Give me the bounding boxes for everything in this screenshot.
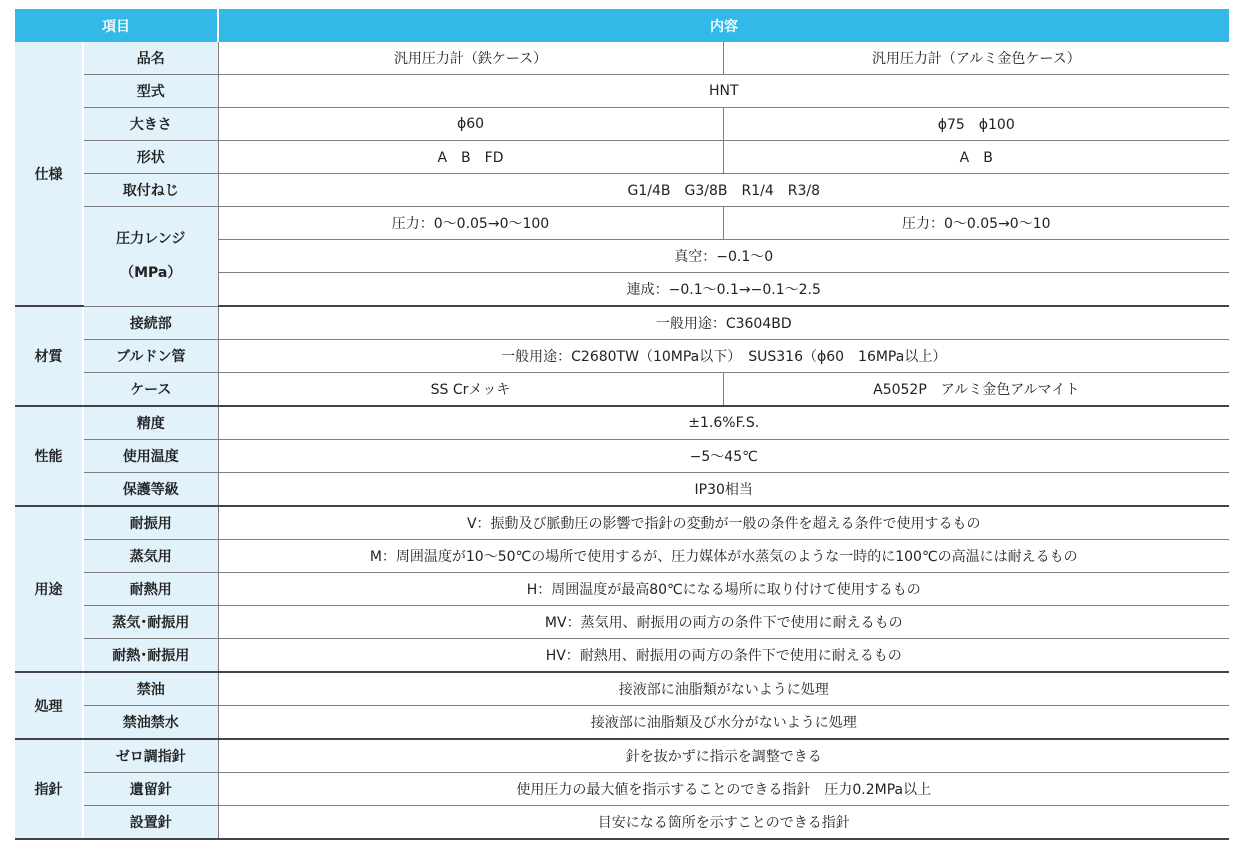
table-row <box>15 42 1229 75</box>
spec-table-container <box>15 9 1229 840</box>
cell-case-left: SS Crメッキ <box>218 373 723 407</box>
row-label-jouki-taishin: 蒸気･耐振用 <box>83 606 218 639</box>
category-spec: 仕様 <box>15 42 83 306</box>
cell-katashiki: HNT <box>218 75 1229 108</box>
row-label-range <box>83 207 218 307</box>
header-item: 項目 <box>15 9 218 42</box>
cell-ookisa-left: ϕ60 <box>218 108 723 141</box>
cell-kinyu: 接液部に油脂類がないように処理 <box>218 672 1229 706</box>
cell-seido: ±1.6%F.S. <box>218 406 1229 440</box>
row-label-iryu: 遺留針 <box>83 773 218 806</box>
row-label-zero: ゼロ調指針 <box>83 739 218 773</box>
spec-table <box>15 9 1229 840</box>
row-label-hinmei: 品名 <box>83 42 218 75</box>
table-row <box>15 506 1229 540</box>
category-pointer: 指針 <box>15 739 83 839</box>
table-row <box>15 606 1229 639</box>
row-label-hogo: 保護等級 <box>83 473 218 507</box>
cell-pressure-left: 圧力：0～0.05→0～100 <box>218 207 723 240</box>
row-label-setsuzoku: 接続部 <box>83 306 218 340</box>
row-label-jouki: 蒸気用 <box>83 540 218 573</box>
table-row <box>15 473 1229 507</box>
table-row <box>15 174 1229 207</box>
cell-tainetsu-taishin: HV：耐熱用、耐振用の両方の条件下で使用に耐えるもの <box>218 639 1229 673</box>
row-label-keijo: 形状 <box>83 141 218 174</box>
cell-kinyu-kinsui: 接液部に油脂類及び水分がないように処理 <box>218 706 1229 740</box>
cell-pressure-right: 圧力：0～0.05→0～10 <box>723 207 1229 240</box>
table-row <box>15 75 1229 108</box>
table-row <box>15 141 1229 174</box>
header-content: 内容 <box>218 9 1229 42</box>
row-label-ookisa: 大きさ <box>83 108 218 141</box>
row-label-bourdon: ブルドン管 <box>83 340 218 373</box>
table-row <box>15 639 1229 673</box>
category-material: 材質 <box>15 306 83 406</box>
cell-hinmei-right: 汎用圧力計（アルミ金色ケース） <box>723 42 1229 75</box>
cell-toritsuke: G1/4B G3/8B R1/4 R3/8 <box>218 174 1229 207</box>
category-usage: 用途 <box>15 506 83 672</box>
row-label-ondo: 使用温度 <box>83 440 218 473</box>
table-row <box>15 672 1229 706</box>
header-row <box>15 9 1229 42</box>
cell-case-right: A5052P アルミ金色アルマイト <box>723 373 1229 407</box>
cell-setsuzoku: 一般用途：C3604BD <box>218 306 1229 340</box>
category-treatment: 処理 <box>15 672 83 739</box>
table-row <box>15 440 1229 473</box>
row-label-taishin: 耐振用 <box>83 506 218 540</box>
row-label-seido: 精度 <box>83 406 218 440</box>
table-row <box>15 739 1229 773</box>
cell-hinmei-left: 汎用圧力計（鉄ケース） <box>218 42 723 75</box>
table-row <box>15 207 1229 240</box>
cell-iryu: 使用圧力の最大値を指示することのできる指針 圧力0.2MPa以上 <box>218 773 1229 806</box>
cell-keijo-right: A B <box>723 141 1229 174</box>
cell-zero: 針を抜かずに指示を調整できる <box>218 739 1229 773</box>
row-label-tainetsu: 耐熱用 <box>83 573 218 606</box>
table-row <box>15 540 1229 573</box>
cell-ondo: −5～45℃ <box>218 440 1229 473</box>
cell-hogo: IP30相当 <box>218 473 1229 507</box>
cell-vacuum: 真空：−0.1～0 <box>218 240 1229 273</box>
cell-taishin: V：振動及び脈動圧の影響で指針の変動が一般の条件を超える条件で使用するもの <box>218 506 1229 540</box>
cell-jouki: M：周囲温度が10～50℃の場所で使用するが、圧力媒体が水蒸気のような一時的に100℃の高温には耐えるもの <box>218 540 1229 573</box>
row-label-katashiki: 型式 <box>83 75 218 108</box>
row-label-kinyu: 禁油 <box>83 672 218 706</box>
cell-compound: 連成：−0.1～0.1→−0.1～2.5 <box>218 273 1229 307</box>
table-row <box>15 773 1229 806</box>
table-row <box>15 340 1229 373</box>
cell-secchi: 目安になる箇所を示すことのできる指針 <box>218 806 1229 840</box>
range-label-line2: （MPa） <box>120 265 182 282</box>
table-row <box>15 108 1229 141</box>
table-row <box>15 406 1229 440</box>
cell-bourdon: 一般用途：C2680TW（10MPa以下） SUS316（ϕ60 16MPa以上） <box>218 340 1229 373</box>
row-label-kinyu-kinsui: 禁油禁水 <box>83 706 218 740</box>
range-label-line1: 圧力レンジ <box>116 231 186 248</box>
row-label-case: ケース <box>83 373 218 407</box>
table-row <box>15 306 1229 340</box>
row-label-tainetsu-taishin: 耐熱･耐振用 <box>83 639 218 673</box>
table-row <box>15 806 1229 840</box>
row-label-toritsuke: 取付ねじ <box>83 174 218 207</box>
cell-keijo-left: A B FD <box>218 141 723 174</box>
cell-tainetsu: H：周囲温度が最高80℃になる場所に取り付けて使用するもの <box>218 573 1229 606</box>
table-row <box>15 706 1229 740</box>
row-label-secchi: 設置針 <box>83 806 218 840</box>
table-row <box>15 373 1229 407</box>
cell-ookisa-right: ϕ75 ϕ100 <box>723 108 1229 141</box>
table-row <box>15 573 1229 606</box>
category-performance: 性能 <box>15 406 83 506</box>
cell-jouki-taishin: MV：蒸気用、耐振用の両方の条件下で使用に耐えるもの <box>218 606 1229 639</box>
